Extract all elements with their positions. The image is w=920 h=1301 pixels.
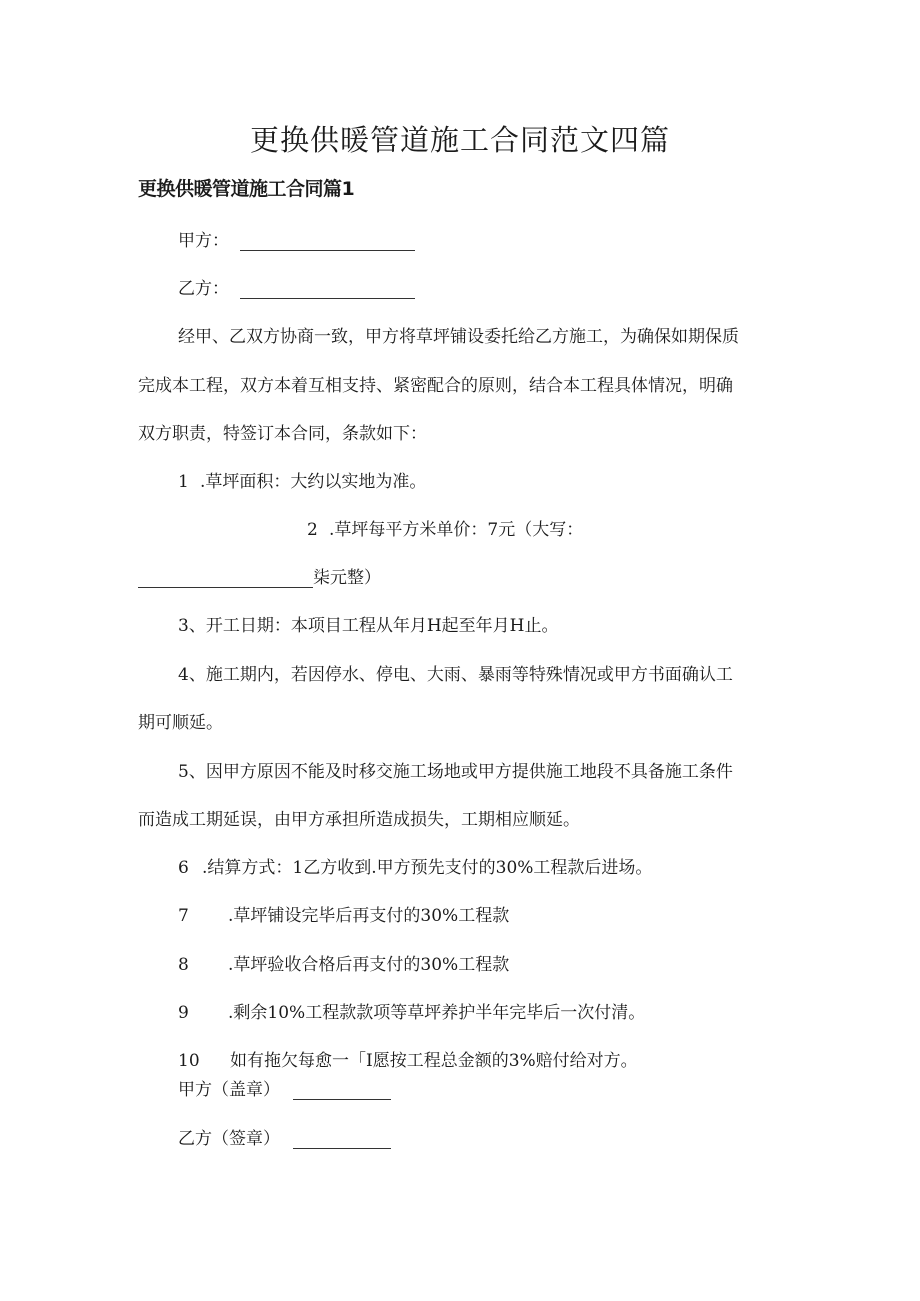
party-a-blank bbox=[240, 234, 415, 251]
clause-6 bbox=[178, 853, 652, 878]
signature-party-a bbox=[178, 1075, 391, 1100]
clause-6-number: 6 bbox=[178, 858, 189, 878]
clause-2-continued bbox=[138, 563, 381, 588]
intro-line-1: 经甲、乙双方协商一致，甲方将草坪铺设委托给乙方施工，为确保如期保质 bbox=[178, 327, 739, 347]
intro-line-3: 双方职责，特签订本合同，条款如下： bbox=[138, 424, 427, 444]
clause-5-line-1: 5、因甲方原因不能及时移交施工场地或甲方提供施工地段不具备施工条件 bbox=[178, 762, 733, 782]
clause-2-continued-text: 柒元整） bbox=[313, 568, 381, 588]
signature-party-b-label: 乙方（签章） bbox=[178, 1129, 280, 1149]
clause-7 bbox=[178, 901, 509, 926]
clause-10-text: 如有拖欠每愈一「I愿按工程总金额的3%赔付给对方。 bbox=[230, 1051, 638, 1071]
clause-4-line-2: 期可顺延。 bbox=[138, 713, 223, 733]
clause-9-text: .剩余10%工程款款项等草坪养护半年完毕后一次付清。 bbox=[228, 1003, 646, 1023]
clause-8-text: .草坪验收合格后再支付的30%工程款 bbox=[228, 955, 510, 975]
signature-party-a-blank bbox=[293, 1083, 391, 1100]
clause-9-number: 9 bbox=[178, 1003, 189, 1023]
clause-1-number: 1 bbox=[178, 472, 189, 492]
party-a-line bbox=[178, 226, 415, 251]
clause-1-text: .草坪面积：大约以实地为准。 bbox=[200, 472, 427, 492]
clause-5-line-2: 而造成工期延误，由甲方承担所造成损失，工期相应顺延。 bbox=[138, 810, 580, 830]
signature-party-b bbox=[178, 1124, 391, 1149]
clause-10-number: 10 bbox=[178, 1051, 200, 1071]
clause-7-text: .草坪铺设完毕后再支付的30%工程款 bbox=[228, 906, 510, 926]
party-b-label: 乙方： bbox=[178, 279, 229, 299]
clause-10 bbox=[178, 1046, 638, 1071]
intro-line-2: 完成本工程，双方本着互相支持、紧密配合的原则，结合本工程具体情况，明确 bbox=[138, 376, 733, 396]
section-heading: 更换供暖管道施工合同篇1 bbox=[138, 178, 355, 200]
clause-1 bbox=[178, 467, 426, 492]
signature-party-a-label: 甲方（盖章） bbox=[178, 1080, 280, 1100]
clause-8-number: 8 bbox=[178, 955, 189, 975]
clause-9 bbox=[178, 998, 645, 1023]
clause-2 bbox=[307, 515, 583, 540]
clause-3: 3、开工日期：本项目工程从年月H起至年月H止。 bbox=[178, 616, 559, 636]
party-a-label: 甲方： bbox=[178, 231, 229, 251]
clause-8 bbox=[178, 950, 509, 975]
clause-2-text: .草坪每平方米单价：7元（大写： bbox=[329, 520, 584, 540]
signature-party-b-blank bbox=[293, 1132, 391, 1149]
document-title: 更换供暖管道施工合同范文四篇 bbox=[249, 123, 670, 157]
clause-7-number: 7 bbox=[178, 906, 189, 926]
clause-4-line-1: 4、施工期内，若因停水、停电、大雨、暴雨等特殊情况或甲方书面确认工 bbox=[178, 665, 733, 685]
party-b-blank bbox=[240, 282, 415, 299]
amount-blank bbox=[138, 571, 313, 588]
party-b-line bbox=[178, 274, 415, 299]
clause-6-text: .结算方式：1乙方收到.甲方预先支付的30%工程款后进场。 bbox=[202, 858, 653, 878]
clause-2-number: 2 bbox=[307, 520, 318, 540]
